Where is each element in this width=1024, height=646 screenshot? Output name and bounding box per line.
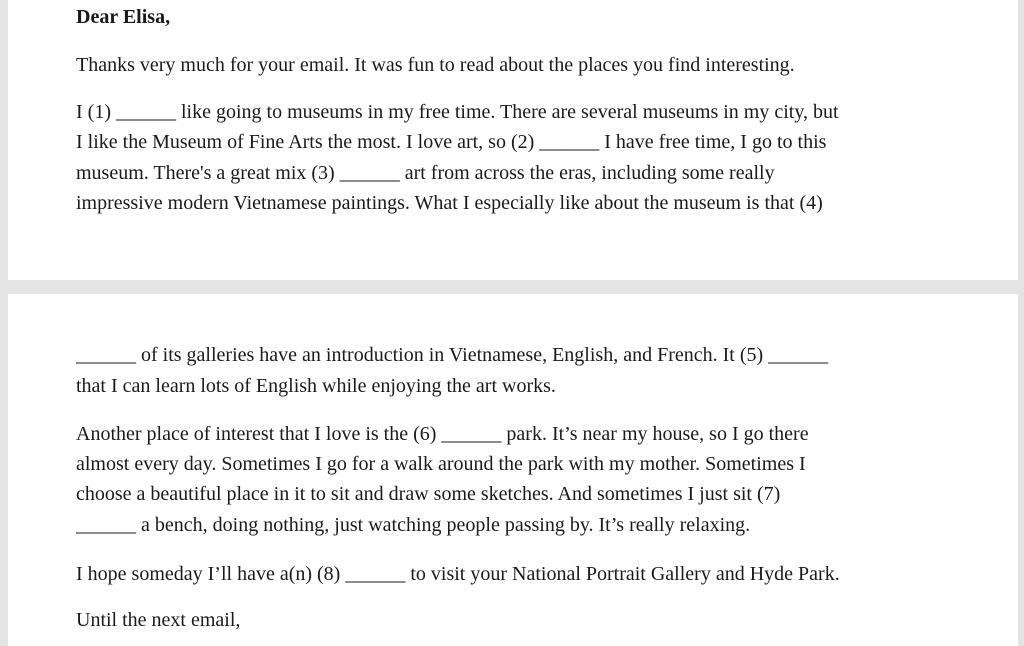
paragraph-line: I (1) ______ like going to museums in my free time. There are several museums in my city, but: [76, 101, 839, 123]
paragraph-line: ______ of its galleries have an introduction in Vietnamese, English, and French. It (5) ______: [76, 344, 829, 366]
paragraph-line: choose a beautiful place in it to sit and draw some sketches. And sometimes I just sit (7): [76, 483, 781, 505]
paragraph-line: impressive modern Vietnamese paintings. What I especially like about the museum is that (4): [76, 192, 823, 214]
paragraph-line: Thanks very much for your email. It was fun to read about the places you find interesting.: [76, 54, 795, 76]
paragraph-line: museum. There's a great mix (3) ______ art from across the eras, including some really: [76, 162, 775, 184]
paragraph-line: Another place of interest that I love is the (6) ______ park. It’s near my house, so I go there: [76, 423, 809, 445]
paragraph-line: almost every day. Sometimes I go for a walk around the park with my mother. Sometimes I: [76, 453, 806, 475]
paragraph-line: I hope someday I’ll have a(n) (8) ______ to visit your National Portrait Gallery and Hyde Park.: [76, 563, 840, 585]
paragraph-line: I like the Museum of Fine Arts the most. I love art, so (2) ______ I have free time, I go to this: [76, 131, 827, 153]
paragraph-line: that I can learn lots of English while enjoying the art works.: [76, 375, 556, 397]
greeting: Dear Elisa,: [76, 6, 171, 28]
paragraph-line: ______ a bench, doing nothing, just watching people passing by. It’s really relaxing.: [76, 514, 751, 536]
closing: Until the next email,: [76, 609, 241, 631]
letter-page-bottom: [8, 294, 1018, 646]
letter-page-top: [8, 0, 1018, 280]
